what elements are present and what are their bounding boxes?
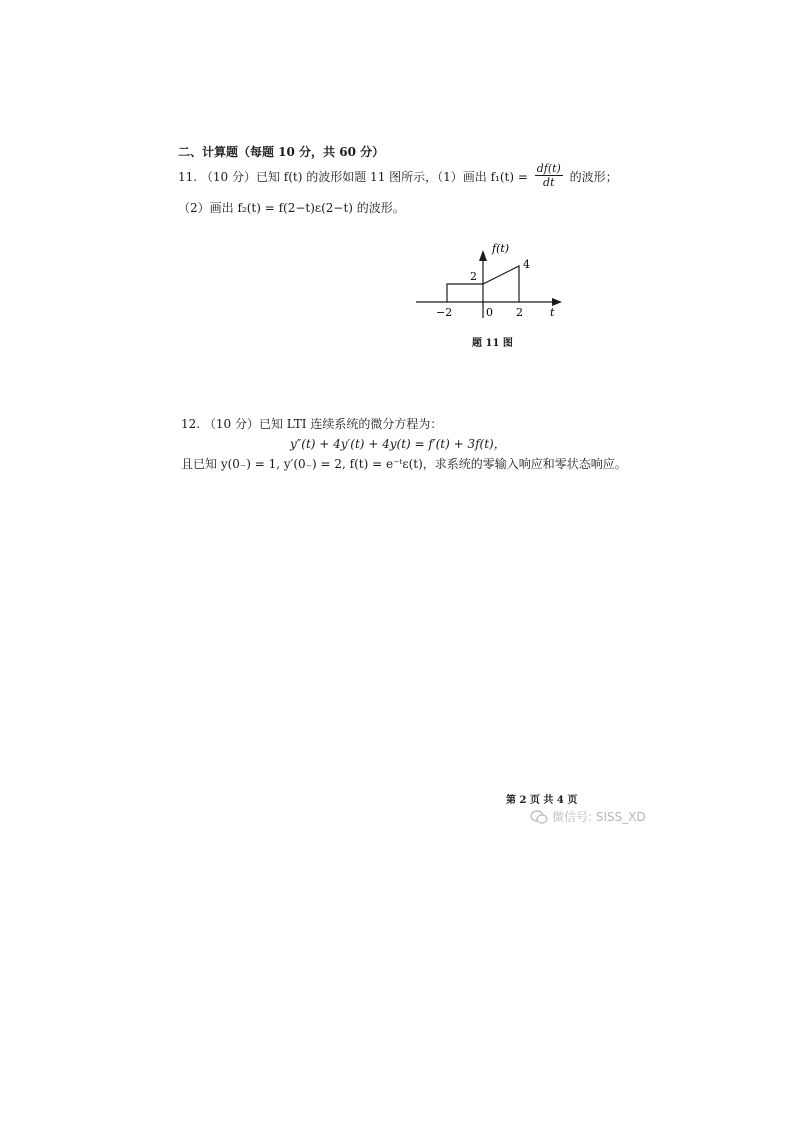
watermark-text: 微信号: SISS_XD [552, 810, 646, 824]
fraction-numerator: df(t) [536, 162, 561, 175]
differential-equation: y″(t) + 4y′(t) + 4y(t) = f′(t) + 3f(t)， [290, 437, 506, 451]
question-11-line-2: （2）画出 f₂(t) = f(2−t)ε(2−t) 的波形。 [178, 201, 405, 215]
tick-label-neg2: −2 [436, 306, 453, 319]
page-number: 第 2 页 共 4 页 [506, 795, 578, 806]
question-11-line-1 [178, 164, 618, 191]
watermark [530, 808, 646, 825]
question-12-line-1: 12. （10 分）已知 LTI 连续系统的微分方程为： [181, 417, 443, 431]
y-axis-label: f(t) [492, 242, 510, 255]
figure-caption: 题 11 图 [472, 338, 513, 349]
question-11-suffix: 的波形； [565, 170, 618, 184]
tick-label-0: 0 [486, 306, 493, 319]
derivative-fraction [535, 162, 563, 189]
f-axis-arrow-icon [479, 250, 487, 261]
x-axis-label: t [550, 306, 555, 319]
question-11-prefix: 11. （10 分）已知 f(t) 的波形如题 11 图所示，（1）画出 f₁(t) = [178, 170, 532, 184]
section-title: 二、计算题（每题 10 分，共 60 分） [178, 145, 385, 159]
value-label-4: 4 [523, 258, 530, 271]
t-axis-arrow-icon [552, 298, 562, 306]
tick-label-2: 2 [516, 306, 523, 319]
question-12-line-3: 且已知 y(0₋) = 1, y′(0₋) = 2, f(t) = e⁻ᵗε(t)，求系统的零输入响应和零状态响应。 [181, 457, 627, 471]
wechat-icon [530, 810, 548, 824]
value-label-2: 2 [470, 270, 477, 283]
figure-11-waveform [410, 240, 570, 330]
fraction-denominator: dt [543, 176, 555, 189]
